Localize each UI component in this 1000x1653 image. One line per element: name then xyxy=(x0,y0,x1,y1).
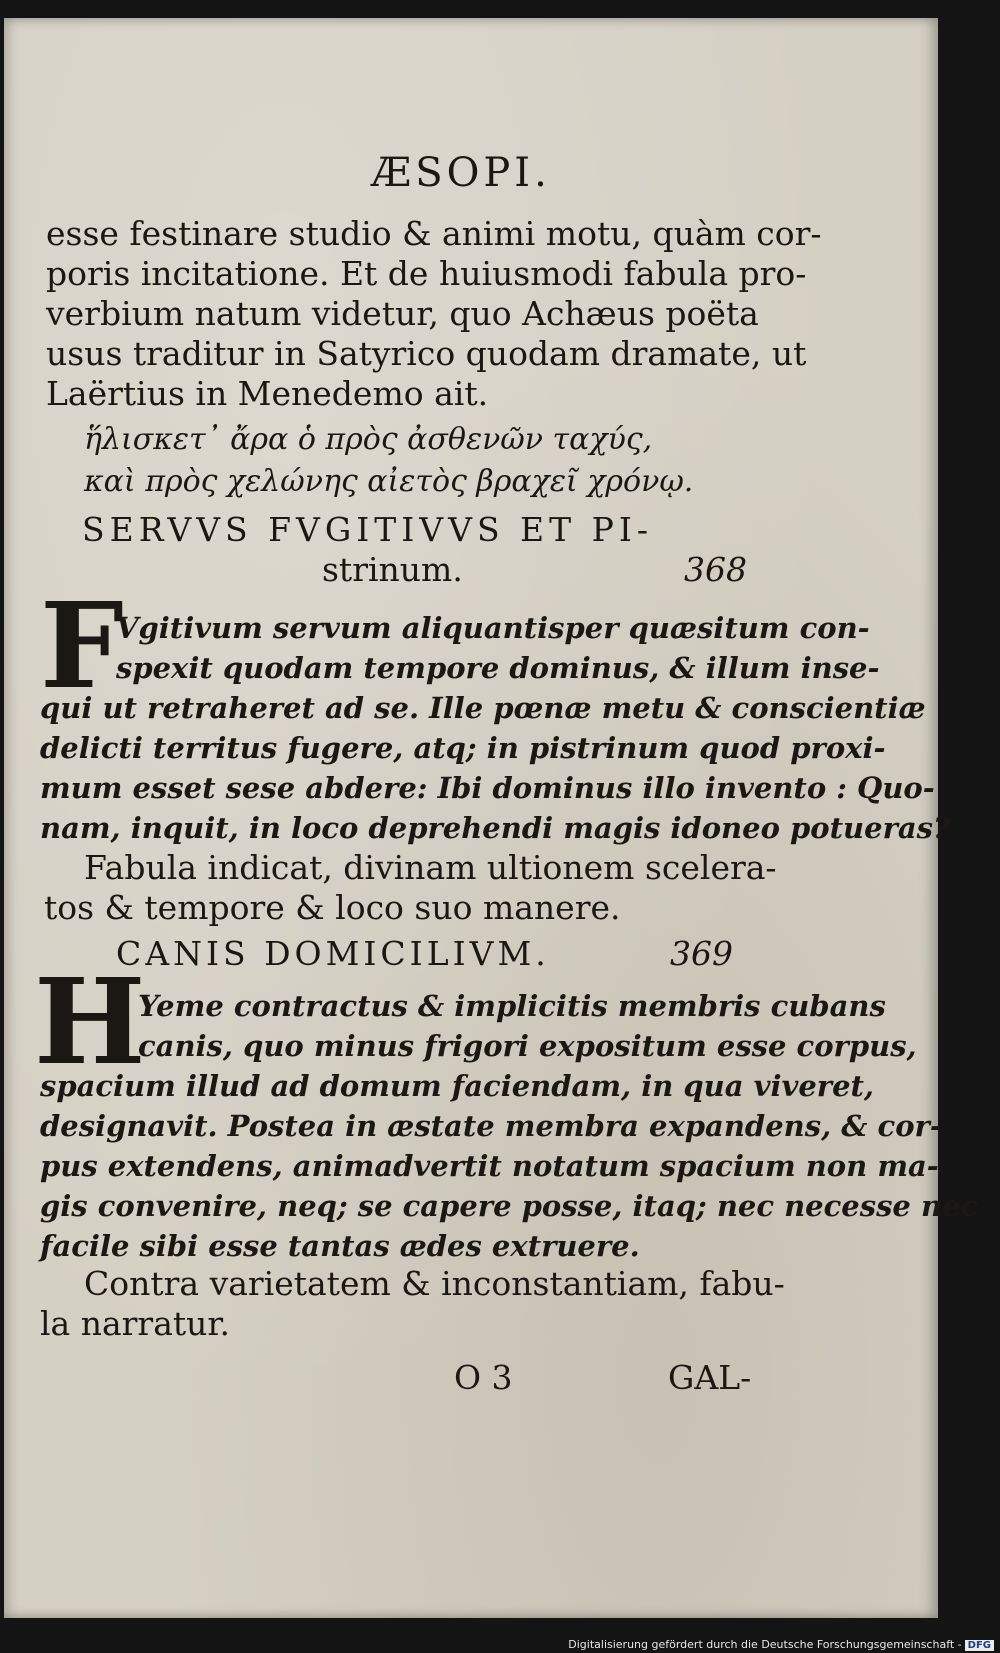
fable-moral-line: Fabula indicat, divinam ultionem scelera- xyxy=(84,848,777,887)
fable-body-line: spacium illud ad domum faciendam, in qua viveret, xyxy=(40,1069,875,1103)
fable-body-line: gis convenire, neq; se capere posse, itaq; nec necesse nec xyxy=(40,1189,979,1223)
running-header xyxy=(4,150,938,196)
greek-verse-line: καὶ πρὸς χελώνης αἰετὸς βραχεῖ χρόνῳ. xyxy=(84,464,694,499)
fable-body-line: qui ut retraheret ad se. Ille pœnæ metu & conscientiæ xyxy=(40,691,926,725)
fable-body-line: delicti territus fugere, atq; in pistrinum quod proxi- xyxy=(40,731,886,765)
fable-body-line: designavit. Postea in æstate membra expandens, & cor- xyxy=(40,1109,942,1143)
signature-mark: O 3 xyxy=(454,1358,513,1397)
fable-body-line: spexit quodam tempore dominus, & illum inse- xyxy=(116,651,880,685)
drop-cap: H xyxy=(34,952,146,1091)
fable-title: SERVVS FVGITIVVS ET PI- xyxy=(82,510,654,549)
fable-body-line: Vgitivum servum aliquantisper quæsitum con- xyxy=(116,611,870,645)
fable-title: CANIS DOMICILIVM. xyxy=(116,934,550,973)
intro-line: Laërtius in Menedemo ait. xyxy=(46,374,489,413)
intro-line: esse festinare studio & animi motu, quàm cor- xyxy=(46,214,822,253)
intro-line: verbium natum videtur, quo Achæus poëta xyxy=(46,294,759,333)
intro-line: poris incitatione. Et de huiusmodi fabula pro- xyxy=(46,254,807,293)
drop-cap: F xyxy=(40,576,124,715)
fable-body-line: pus extendens, animadvertit notatum spacium non ma- xyxy=(40,1149,939,1183)
fable-moral-line: la narratur. xyxy=(40,1304,231,1343)
fable-number: 368 xyxy=(684,550,747,589)
fable-body-line: canis, quo minus frigori expositum esse corpus, xyxy=(138,1029,917,1063)
dfg-logo: DFG xyxy=(965,1640,994,1651)
fable-body-line: Yeme contractus & implicitis membris cubans xyxy=(138,989,886,1023)
fable-title-continued: strinum. xyxy=(322,550,463,589)
greek-verse-line: ἥλισκετ᾽ ἄρα ὁ πρὸς ἀσθενῶν ταχύς, xyxy=(84,422,653,457)
fable-body-line: facile sibi esse tantas ædes extruere. xyxy=(40,1229,640,1263)
fable-moral-line: Contra varietatem & inconstantiam, fabu- xyxy=(84,1264,785,1303)
fable-moral-line: tos & tempore & loco suo manere. xyxy=(44,888,621,927)
fable-body-line: mum esset sese abdere: Ibi dominus illo invento : Quo- xyxy=(40,771,935,805)
header-title: ÆSOPI. xyxy=(371,150,551,196)
fable-number: 369 xyxy=(670,934,733,973)
intro-line: usus traditur in Satyrico quodam dramate, ut xyxy=(46,334,807,373)
digitization-credit xyxy=(568,1638,994,1651)
book-page xyxy=(4,18,979,1618)
fable-body-line: nam, inquit, in loco deprehendi magis idoneo potueras? xyxy=(40,811,950,845)
catchword: GAL- xyxy=(668,1358,752,1397)
credit-text: Digitalisierung gefördert durch die Deutsche Forschungsgemeinschaft - xyxy=(568,1638,962,1651)
